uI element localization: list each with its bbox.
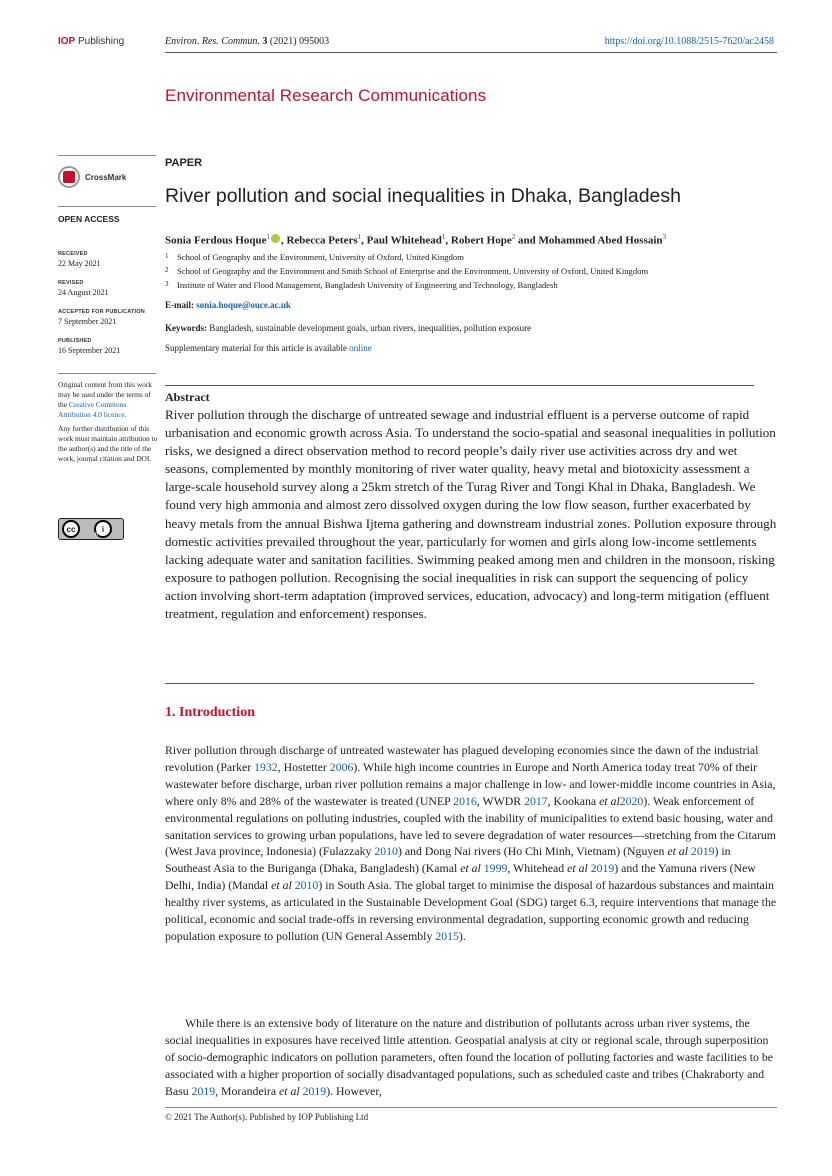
citation-link[interactable]: 1999 [483, 861, 508, 876]
sidebar-rule [58, 206, 156, 207]
intro-paragraph-1: River pollution through discharge of untreated wastewater has plagued developing economies since the dawn of the industrial revolution (Parker 1932, Hostetter 2006). While high income countries in Europe and North America today treat 70% of their wastewater before discharge, urban river pollution remains a major challenge in low- and lower-middle income countries in Asia, where only 8% and 28% of the wastewater is treated (UNEP 2016, WWDR 2017, Kookana et al2020). Weak enforcement of environmental regulations on polluting industries, coupled with the inability of municipalities to extend basic housing, water and sanitation services to growing urban populations, have led to severe degradation of water resources—stretching from the Citarum (West Java province, Indonesia) (Fulazzaky 2010) and Dong Nai rivers (Ho Chi Minh, Vietnam) (Nguyen et al 2019) in Southeast Asia to the Buriganga (Dhaka, Bangladesh) (Kamal et al 1999, Whitehead et al 2019) and the Yamuna rivers (New Delhi, India) (Mandal et al 2010) in South Asia. The global target to minimise the disposal of hazardous substances and maintain healthy river systems, as articulated in the Sustainable Development Goal (SDG) target 6.3, require interventions that manage the political, economic and social trade-offs in reversing environmental degradation, supporting economic growth and reducing population exposure to pollution (UN General Assembly 2015). [165, 743, 777, 943]
author[interactable]: Rebecca Peters [286, 234, 358, 247]
published-date: 16 September 2021 [58, 346, 121, 355]
revised-label: REVISED [58, 280, 84, 286]
attribution-icon: i [94, 520, 112, 538]
author[interactable]: Robert Hope [450, 234, 512, 247]
citation-link[interactable]: 2019 [191, 1083, 216, 1098]
author-list: Sonia Ferdous Hoque$^1$ , Rebecca Peters$^1$, Paul Whitehead$^1$, Robert Hope$^2$ and Mohammed Abed Hossain$^3$ [165, 233, 667, 247]
license-text: Original content from this work may be used under the terms of the Creative Commons Attribution 4.0 licence. Any further distribution of this work must maintain attribution to the author(s) and the title of the work, journal citation and DOI. [58, 380, 158, 463]
introduction-heading: 1. Introduction [165, 705, 255, 720]
citation-link[interactable]: 2010 [374, 844, 398, 859]
copyright-footer: © 2021 The Author(s). Published by IOP Publishing Ltd [165, 1112, 369, 1122]
cc-by-badge[interactable]: cc i BY [58, 518, 124, 540]
supplementary-link[interactable]: online [349, 343, 372, 353]
header-rule [165, 52, 777, 53]
affiliation: 3 Institute of Water and Flood Management, Bangladesh University of Engineering and Technology, Bangladesh [165, 280, 558, 290]
citation-link[interactable]: 2010 [294, 878, 319, 893]
crossmark-label: CrossMark [85, 172, 127, 182]
doi-link[interactable]: https://doi.org/10.1088/2515-7620/ac2458 [604, 36, 774, 47]
citation-link[interactable]: 2006 [329, 759, 354, 774]
citation-link[interactable]: 2019 [302, 1083, 327, 1098]
crossmark-badge[interactable] [58, 166, 126, 188]
received-date: 22 May 2021 [58, 259, 101, 268]
paper-title: River pollution and social inequalities in Dhaka, Bangladesh [165, 185, 681, 207]
citation-link[interactable]: 1932 [254, 759, 278, 774]
citation-link[interactable]: 2019 [590, 861, 615, 876]
publisher-logo: IOP Publishing [58, 36, 125, 47]
author[interactable]: Paul Whitehead [366, 234, 442, 247]
received-label: RECEIVED [58, 251, 88, 257]
open-access-label: OPEN ACCESS [58, 214, 120, 224]
supplementary-note: Supplementary material for this article is available online [165, 343, 372, 353]
citation-link[interactable]: 2017 [524, 793, 548, 808]
cc-icon: cc [62, 520, 80, 538]
corresponding-email: E-mail: sonia.hoque@ouce.ac.uk [165, 300, 291, 310]
author[interactable]: Sonia Ferdous Hoque [165, 234, 267, 247]
abstract-heading: Abstract [165, 390, 210, 404]
section-type: PAPER [165, 157, 203, 169]
abstract-text: River pollution through the discharge of untreated sewage and industrial effluent is a perverse outcome of rapid urbanisation and economic growth across Asia. To understand the socio-spatial and seasonal inequalities in pollution risks, we designed a direct observation method to record people’s daily river use activities across dry and wet seasons, complemented by monthly monitoring of river water quality, heavy metal and biotoxicity assessment a large-scale household survey along a 25km stretch of the Turag River and Tongi Khal in Dhaka, Bangladesh. We found very high ammonia and almost zero dissolved oxygen during the low flow season, further exacerbated by heavy metals from the annual Bishwa Ijtema gathering and downstream industrial zones. Pollution exposure through domestic activities prevailed throughout the year, particularly for women and girls along low-income settlements lacking adequate water and sanitation facilities. Swimming peaked among men and children in the monsoon, risking exposure to pathogen pollution. Recognising the social inequalities in risk can support the sequencing of policy action involving short-term adaptation (improved services, education, advocacy) and long-term mitigation (effluent treatment, regulation and enforcement) responses. [165, 407, 777, 622]
abstract-bottom-rule [165, 683, 754, 684]
citation-link[interactable]: 2016 [453, 793, 477, 808]
license-link[interactable]: Creative Commons Attribution 4.0 licence [58, 400, 127, 419]
accepted-label: ACCEPTED FOR PUBLICATION [58, 309, 145, 315]
email-link[interactable]: sonia.hoque@ouce.ac.uk [196, 300, 291, 310]
citation-link[interactable]: 2015 [435, 928, 459, 943]
published-label: PUBLISHED [58, 338, 92, 344]
affiliation: 1 School of Geography and the Environment, University of Oxford, United Kingdom [165, 252, 464, 262]
keywords: Keywords: Bangladesh, sustainable development goals, urban rivers, inequalities, pollution exposure [165, 323, 532, 333]
abstract-top-rule [165, 385, 754, 386]
citation-link[interactable]: 2019 [690, 844, 715, 859]
author[interactable]: Mohammed Abed Hossain [538, 234, 663, 247]
revised-date: 24 August 2021 [58, 288, 109, 297]
intro-paragraph-2: While there is an extensive body of literature on the nature and distribution of pollutants across urban river systems, the social inequalities in exposures have received little attention. Geospatial analysis at city or regional scale, through superposition of socio-demographic indicators on pollution parameters, often found the location of polluting factories and waste facilities to be associated with a higher proportion of socially disadvantaged populations, such as scheduled caste and tribes (Chakraborty and Basu 2019, Morandeira et al 2019). However, [165, 1016, 774, 1098]
journal-citation: Environ. Res. Commun. 3 (2021) 095003 [165, 36, 330, 47]
license-rule [58, 373, 156, 374]
sidebar-top-rule [58, 155, 156, 156]
affiliation: 2 School of Geography and the Environment and Smith School of Enterprise and the Environment, University of Oxford, United Kingdom [165, 266, 649, 276]
footer-rule [165, 1107, 777, 1108]
orcid-icon[interactable] [271, 234, 280, 243]
accepted-date: 7 September 2021 [58, 317, 117, 326]
citation-link[interactable]: 2020 [619, 793, 644, 808]
journal-title: Environmental Research Communications [165, 86, 487, 105]
crossmark-icon [58, 166, 80, 188]
